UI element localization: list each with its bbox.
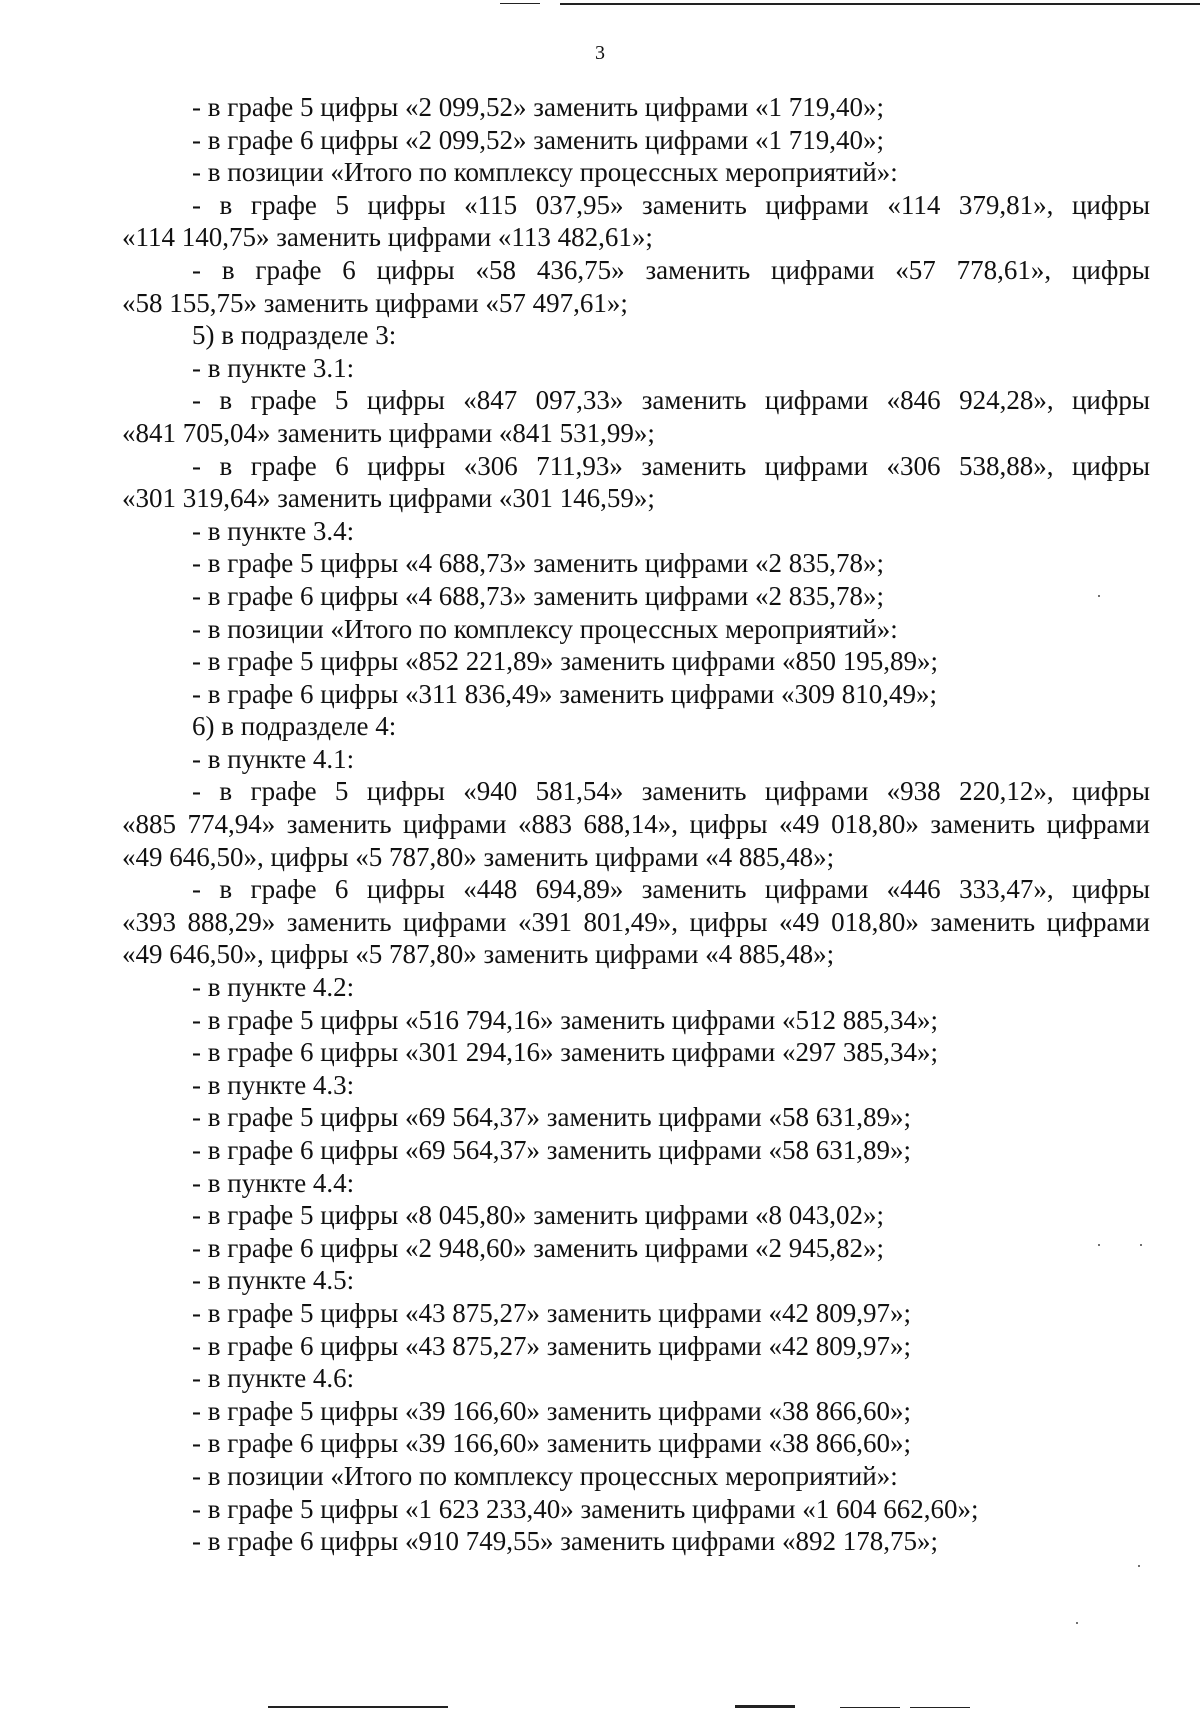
paragraph-line: - в графе 5 цифры «115 037,95» заменить цифрами «114 379,81», цифры: [192, 189, 1150, 220]
paragraph-line: «301 319,64» заменить цифрами «301 146,59»;: [122, 483, 655, 514]
paragraph-line: - в графе 6 цифры «910 749,55» заменить цифрами «892 178,75»;: [192, 1526, 938, 1557]
paragraph-line: - в графе 6 цифры «43 875,27» заменить цифрами «42 809,97»;: [192, 1330, 911, 1361]
paragraph-line: «49 646,50», цифры «5 787,80» заменить цифрами «4 885,48»;: [122, 841, 835, 872]
scan-speck: [1138, 1565, 1140, 1567]
paragraph-line: - в графе 5 цифры «852 221,89» заменить цифрами «850 195,89»;: [192, 646, 938, 677]
paragraph-line: - в графе 5 цифры «940 581,54» заменить цифрами «938 220,12», цифры: [192, 776, 1150, 807]
paragraph-line: - в графе 6 цифры «2 948,60» заменить цифрами «2 945,82»;: [192, 1232, 884, 1263]
page-number: 3: [595, 42, 605, 64]
paragraph-line: - в графе 6 цифры «58 436,75» заменить цифрами «57 778,61», цифры: [192, 254, 1150, 285]
paragraph-line: - в графе 5 цифры «516 794,16» заменить цифрами «512 885,34»;: [192, 1004, 938, 1035]
scan-speck: [1140, 1244, 1142, 1246]
subsection-heading: 5) в подразделе 3:: [192, 320, 397, 351]
paragraph-line: - в графе 6 цифры «301 294,16» заменить цифрами «297 385,34»;: [192, 1037, 938, 1068]
paragraph-line: - в графе 6 цифры «4 688,73» заменить цифрами «2 835,78»;: [192, 580, 884, 611]
item-heading: - в пункте 4.4:: [192, 1167, 355, 1198]
top-edge-mark-short: [500, 3, 540, 4]
paragraph-line: - в графе 5 цифры «43 875,27» заменить цифрами «42 809,97»;: [192, 1297, 911, 1328]
item-heading: - в пункте 4.6:: [192, 1363, 355, 1394]
bottom-edge-mark: [268, 1706, 448, 1708]
paragraph-line: - в графе 5 цифры «1 623 233,40» заменить цифрами «1 604 662,60»;: [192, 1493, 979, 1524]
item-heading: - в пункте 3.4:: [192, 515, 355, 546]
paragraph-line: - в графе 5 цифры «39 166,60» заменить цифрами «38 866,60»;: [192, 1395, 911, 1426]
subsection-heading: 6) в подразделе 4:: [192, 711, 397, 742]
paragraph-line: - в графе 5 цифры «4 688,73» заменить цифрами «2 835,78»;: [192, 548, 884, 579]
item-heading: - в пункте 4.3:: [192, 1069, 355, 1100]
paragraph-line: - в позиции «Итого по комплексу процессных мероприятий»:: [192, 613, 898, 644]
item-heading: - в пункте 4.2:: [192, 972, 355, 1003]
paragraph-line: - в графе 6 цифры «39 166,60» заменить цифрами «38 866,60»;: [192, 1428, 911, 1459]
scan-speck: [1098, 595, 1100, 597]
paragraph-line: - в графе 6 цифры «448 694,89» заменить цифрами «446 333,47», цифры: [192, 874, 1150, 905]
paragraph-line: «58 155,75» заменить цифрами «57 497,61»;: [122, 287, 628, 318]
paragraph-line: - в позиции «Итого по комплексу процессных мероприятий»:: [192, 1460, 898, 1491]
item-heading: - в пункте 3.1:: [192, 352, 355, 383]
paragraph-line: «841 705,04» заменить цифрами «841 531,99»;: [122, 417, 655, 448]
paragraph-line: - в графе 6 цифры «306 711,93» заменить цифрами «306 538,88», цифры: [192, 450, 1150, 481]
item-heading: - в пункте 4.5:: [192, 1265, 355, 1296]
top-edge-mark: [560, 3, 1200, 5]
scan-speck: [1076, 1622, 1078, 1624]
paragraph-line: «885 774,94» заменить цифрами «883 688,14», цифры «49 018,80» заменить цифрами: [122, 809, 1150, 840]
paragraph-line: - в позиции «Итого по комплексу процессных мероприятий»:: [192, 157, 898, 188]
scan-speck: [1098, 1244, 1100, 1246]
paragraph-line: «393 888,29» заменить цифрами «391 801,49», цифры «49 018,80» заменить цифрами: [122, 906, 1150, 937]
paragraph-line: - в графе 6 цифры «69 564,37» заменить цифрами «58 631,89»;: [192, 1135, 911, 1165]
paragraph-line: «114 140,75» заменить цифрами «113 482,61»;: [122, 222, 653, 253]
bottom-edge-mark: [910, 1707, 970, 1708]
paragraph-line: - в графе 5 цифры «69 564,37» заменить цифрами «58 631,89»;: [192, 1102, 911, 1133]
bottom-edge-mark: [735, 1705, 795, 1708]
paragraph-line: - в графе 5 цифры «847 097,33» заменить цифрами «846 924,28», цифры: [192, 385, 1150, 416]
paragraph-line: «49 646,50», цифры «5 787,80» заменить цифрами «4 885,48»;: [122, 939, 835, 970]
paragraph-line: - в графе 5 цифры «8 045,80» заменить цифрами «8 043,02»;: [192, 1200, 884, 1231]
document-body: [122, 91, 1150, 1558]
paragraph-line: - в графе 5 цифры «2 099,52» заменить цифрами «1 719,40»;: [192, 92, 884, 122]
bottom-edge-mark: [840, 1707, 900, 1708]
paragraph-line: - в графе 6 цифры «311 836,49» заменить цифрами «309 810,49»;: [192, 678, 937, 709]
item-heading: - в пункте 4.1:: [192, 743, 355, 774]
paragraph-line: - в графе 6 цифры «2 099,52» заменить цифрами «1 719,40»;: [192, 124, 884, 155]
